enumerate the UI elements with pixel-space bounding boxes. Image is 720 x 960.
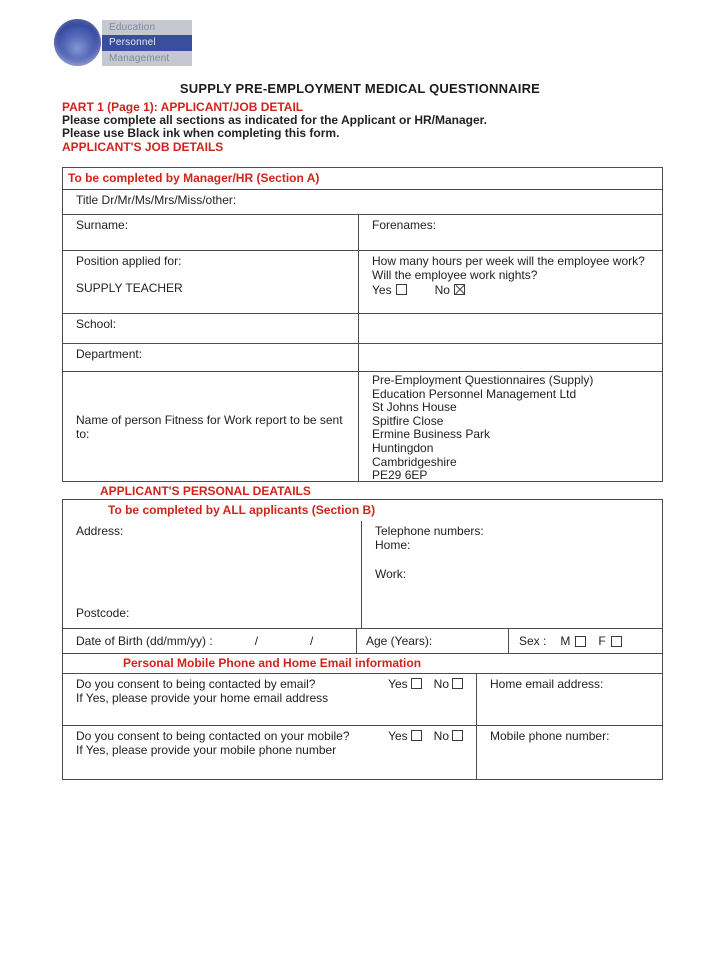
mobile-no-label: No	[433, 729, 449, 743]
dob-row	[63, 628, 662, 653]
address-row	[63, 521, 662, 628]
sex-label: Sex :	[519, 634, 547, 648]
email-yes-label: Yes	[388, 677, 408, 691]
address-line: Huntingdon	[372, 440, 434, 455]
school-label: School:	[76, 317, 117, 331]
nights-no-label: No	[434, 283, 450, 297]
section-a-header: To be completed by Manager/HR (Section A)	[68, 171, 320, 185]
nights-answer	[372, 283, 656, 297]
dob-separator: /	[254, 634, 259, 648]
position-field[interactable]	[63, 251, 358, 313]
mobile-email-header-row	[63, 653, 662, 673]
email-yes-checkbox[interactable]	[411, 678, 422, 689]
personal-details-table	[62, 499, 663, 780]
address-line: Ermine Business Park	[372, 427, 491, 442]
address-line: St Johns House	[372, 400, 457, 415]
mobile-yes-checkbox[interactable]	[411, 730, 422, 741]
email-consent-sub: If Yes, please provide your home email address	[76, 691, 329, 705]
address-field[interactable]	[63, 521, 361, 628]
dob-label: Date of Birth (dd/mm/yy) :	[76, 634, 213, 648]
email-consent-row	[63, 673, 662, 725]
male-checkbox[interactable]	[575, 636, 586, 647]
mobile-consent-question: Do you consent to being contacted on your mobile?	[76, 729, 350, 743]
address-line: Pre-Employment Questionnaires (Supply)	[372, 373, 594, 387]
department-label: Department:	[76, 347, 143, 361]
male-label: M	[560, 634, 571, 648]
mobile-email-header: Personal Mobile Phone and Home Email information	[123, 656, 422, 670]
email-no-label: No	[433, 677, 449, 691]
email-no-checkbox[interactable]	[452, 678, 463, 689]
email-consent-question: Do you consent to being contacted by email?	[76, 677, 316, 691]
home-email-field[interactable]: Home email address:	[476, 674, 662, 725]
mobile-no-checkbox[interactable]	[452, 730, 463, 741]
position-label: Position applied for:	[76, 254, 182, 268]
nights-yes-label: Yes	[372, 283, 392, 297]
address-line: PE29 6EP	[372, 468, 428, 483]
mobile-consent-row	[63, 725, 662, 779]
female-checkbox[interactable]	[611, 636, 622, 647]
telephone-label: Telephone numbers:	[375, 524, 484, 538]
age-field[interactable]: Age (Years):	[356, 629, 508, 653]
nights-no-checkbox[interactable]	[454, 284, 465, 295]
school-row	[63, 313, 662, 343]
nights-yes-checkbox[interactable]	[396, 284, 407, 295]
section-b-header-row	[63, 500, 662, 521]
postcode-label: Postcode:	[76, 606, 130, 620]
position-value: SUPPLY TEACHER	[76, 281, 183, 295]
nights-question: Will the employee work nights?	[372, 268, 538, 282]
intro-line-2: Please use Black ink when completing this form.	[62, 126, 340, 141]
address-line: Spitfire Close	[372, 413, 444, 428]
intro-line-1: Please complete all sections as indicated for the Applicant or HR/Manager.	[62, 113, 488, 128]
title-row	[63, 189, 662, 214]
hours-question: How many hours per week will the employee work?	[372, 254, 645, 268]
department-row	[63, 343, 662, 371]
telephone-field[interactable]	[361, 521, 662, 628]
work-phone-label: Work:	[375, 567, 407, 581]
epm-logo	[54, 19, 192, 66]
surname-field[interactable]: Surname:	[76, 218, 129, 232]
report-address	[358, 372, 662, 481]
job-details-table	[62, 167, 663, 482]
mobile-consent-answer	[388, 729, 466, 743]
email-consent-field	[63, 674, 476, 725]
address-line: Education Personnel Management Ltd	[372, 386, 577, 401]
dob-field[interactable]	[63, 629, 356, 653]
mobile-number-field[interactable]: Mobile phone number:	[476, 726, 662, 779]
mobile-yes-label: Yes	[388, 729, 408, 743]
hours-nights-field[interactable]	[358, 251, 662, 313]
forenames-field[interactable]: Forenames:	[358, 215, 662, 250]
part1-heading: PART 1 (Page 1): APPLICANT/JOB DETAIL	[62, 100, 304, 114]
position-row	[63, 250, 662, 313]
report-label: Name of person Fitness for Work report to be sent to:	[76, 412, 343, 441]
logo-line-management: Management	[102, 51, 192, 66]
surname-row	[63, 214, 662, 250]
dob-separator: /	[310, 634, 314, 648]
address-line: Cambridgeshire	[372, 454, 457, 469]
logo-line-education: Education	[102, 20, 192, 35]
job-details-heading: APPLICANT'S JOB DETAILS	[62, 139, 224, 154]
email-consent-answer	[388, 677, 466, 691]
mobile-consent-field	[63, 726, 476, 779]
report-row	[63, 371, 662, 481]
school-input-area[interactable]	[358, 314, 662, 343]
epm-sphere-icon	[54, 19, 101, 66]
mobile-consent-sub: If Yes, please provide your mobile phone number	[76, 743, 337, 757]
home-phone-label: Home:	[375, 538, 411, 552]
address-label: Address:	[76, 524, 124, 538]
female-label: F	[598, 634, 606, 648]
section-b-header: To be completed by ALL applicants (Section B)	[108, 503, 376, 517]
intro-block	[62, 101, 487, 154]
epm-logo-text	[102, 20, 192, 66]
form-title: SUPPLY PRE-EMPLOYMENT MEDICAL QUESTIONNAIRE	[179, 81, 541, 96]
sex-field	[508, 629, 662, 653]
personal-details-heading: APPLICANT'S PERSONAL DEATAILS	[100, 484, 311, 498]
section-a-header-row	[63, 168, 662, 189]
department-input-area[interactable]	[358, 344, 662, 371]
title-field[interactable]: Title Dr/Mr/Ms/Mrs/Miss/other:	[76, 193, 237, 207]
logo-line-personnel: Personnel	[102, 35, 192, 51]
